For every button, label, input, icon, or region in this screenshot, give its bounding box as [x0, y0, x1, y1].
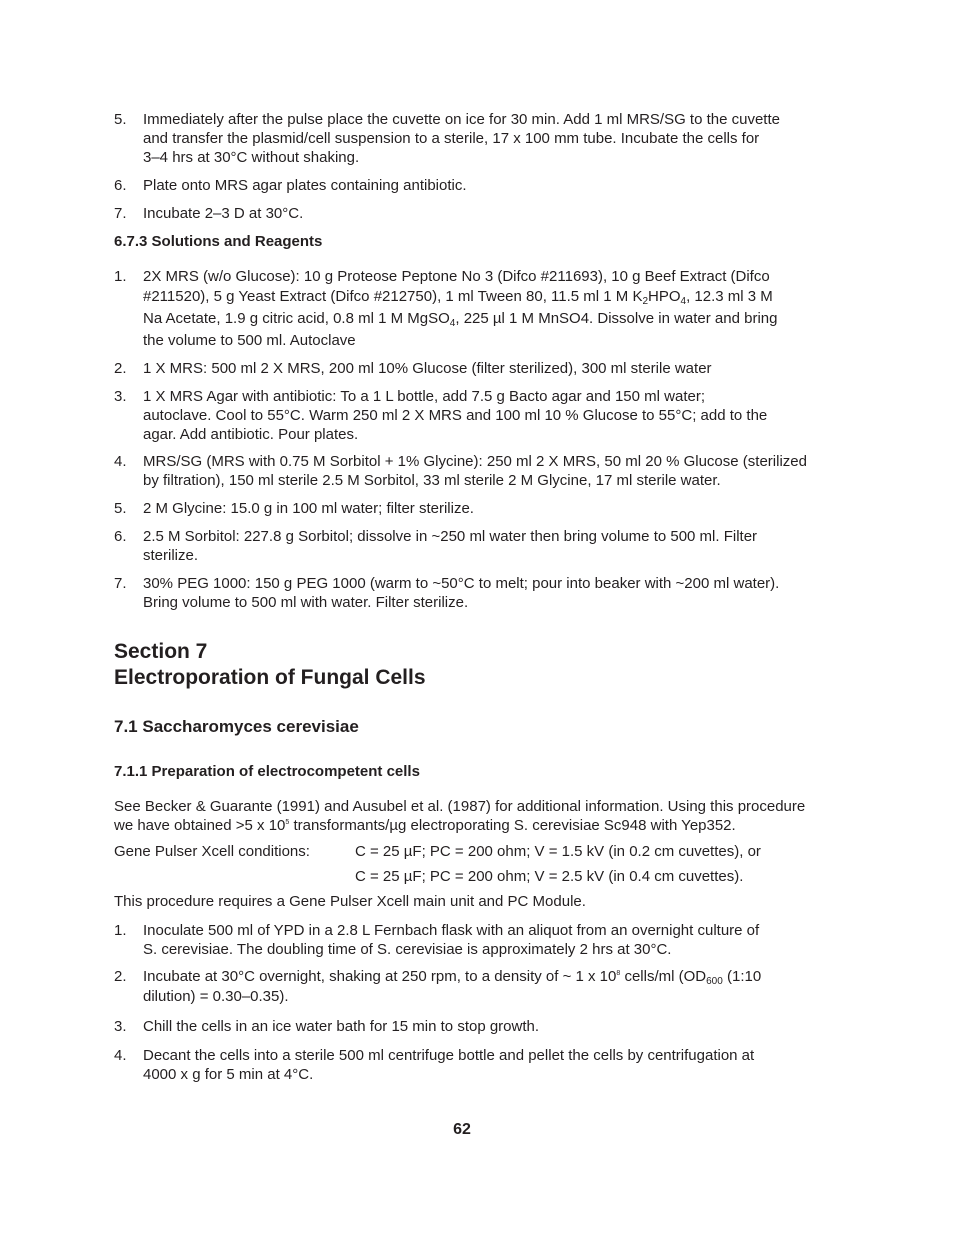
item-text: 4000 x g for 5 min at 4°C.	[143, 1066, 314, 1083]
item-number: 5.	[114, 500, 127, 517]
item-number: 3.	[114, 388, 127, 405]
item-number: 2.	[114, 968, 127, 985]
item-text: and transfer the plasmid/cell suspension to a sterile, 17 x 100 mm tube. Incubate the cells for	[143, 130, 760, 147]
item-text: 2.5 M Sorbitol: 227.8 g Sorbitol; dissolve in ~250 ml water then bring volume to 500 ml. Filter	[143, 528, 758, 545]
item-text: MRS/SG (MRS with 0.75 M Sorbitol + 1% Glycine): 250 ml 2 X MRS, 50 ml 20 % Glucose (sterilized	[143, 453, 807, 470]
section-title: Electroporation of Fungal Cells	[114, 666, 426, 689]
item-text: by filtration), 150 ml sterile 2.5 M Sorbitol, 33 ml sterile 2 M Glycine, 17 ml sterile water.	[143, 472, 721, 489]
item-text: Na Acetate, 1.9 g citric acid, 0.8 ml 1 M MgSO$_4$, 225 µl 1 M MnSO4. Dissolve in water and bring	[143, 310, 778, 329]
item-text: Bring volume to 500 ml with water. Filter sterilize.	[143, 594, 469, 611]
item-number: 2.	[114, 360, 127, 377]
intro-text: See Becker & Guarante (1991) and Ausubel et al. (1987) for additional information. Using this procedure	[114, 798, 806, 815]
item-number: 1.	[114, 268, 127, 285]
item-text: Plate onto MRS agar plates containing antibiotic.	[143, 177, 467, 194]
item-text: the volume to 500 ml. Autoclave	[143, 332, 356, 349]
section-heading: 7.1 Saccharomyces cerevisiae	[114, 717, 359, 736]
item-text: dilution) = 0.30–0.35).	[143, 988, 289, 1005]
item-text: 3–4 hrs at 30°C without shaking.	[143, 149, 360, 166]
item-text: Chill the cells in an ice water bath for 15 min to stop growth.	[143, 1018, 540, 1035]
subsection-heading: 6.7.3 Solutions and Reagents	[114, 233, 323, 250]
conditions-label: Gene Pulser Xcell conditions:	[114, 843, 310, 860]
item-number: 3.	[114, 1018, 127, 1035]
item-number: 7.	[114, 575, 127, 592]
item-text: S. cerevisiae. The doubling time of S. cerevisiae is approximately 2 hrs at 30°C.	[143, 941, 672, 958]
item-number: 6.	[114, 177, 127, 194]
item-text: 2X MRS (w/o Glucose): 10 g Proteose Peptone No 3 (Difco #211693), 10 g Beef Extract (Difco	[143, 268, 770, 285]
condition-value: C = 25 µF; PC = 200 ohm; V = 2.5 kV (in 0.4 cm cuvettes).	[355, 868, 744, 885]
item-text: 2 M Glycine: 15.0 g in 100 ml water; filter sterilize.	[143, 500, 474, 517]
page-number: 62	[453, 1121, 471, 1138]
item-text: 30% PEG 1000: 150 g PEG 1000 (warm to ~50°C to melt; pour into beaker with ~200 ml water).	[143, 575, 780, 592]
item-number: 1.	[114, 922, 127, 939]
item-text: Immediately after the pulse place the cuvette on ice for 30 min. Add 1 ml MRS/SG to the cuvette	[143, 111, 780, 128]
item-text: #211520), 5 g Yeast Extract (Difco #212750), 1 ml Tween 80, 11.5 ml 1 M $K_2HPO_4$, 12.3 ml 3 M	[143, 288, 773, 307]
intro-text: we have obtained >5 x $10^5$ transformants/µg electroporating S. cerevisiae Sc948 with Yep352.	[114, 817, 736, 834]
item-text: 1 X MRS: 500 ml 2 X MRS, 200 ml 10% Glucose (filter sterilized), 300 ml sterile water	[143, 360, 712, 377]
item-text: Incubate at 30°C overnight, shaking at 250 rpm, to a density of ~ 1 x $10^8$ cells/ml ($OD_{600}$ (1:10	[143, 968, 762, 987]
item-number: 7.	[114, 205, 127, 222]
item-number: 4.	[114, 453, 127, 470]
item-text: Inoculate 500 ml of YPD in a 2.8 L Fernbach flask with an aliquot from an overnight culture of	[143, 922, 760, 939]
item-text: 1 X MRS Agar with antibiotic: To a 1 L bottle, add 7.5 g Bacto agar and 150 ml water;	[143, 388, 705, 405]
item-text: Decant the cells into a sterile 500 ml centrifuge bottle and pellet the cells by centrifugation at	[143, 1047, 755, 1064]
item-text: agar. Add antibiotic. Pour plates.	[143, 426, 359, 443]
subsection-heading: 7.1.1 Preparation of electrocompetent cells	[114, 763, 420, 780]
item-text: Incubate 2–3 D at 30°C.	[143, 205, 304, 222]
condition-value: C = 25 µF; PC = 200 ohm; V = 1.5 kV (in 0.2 cm cuvettes), or	[355, 843, 761, 860]
item-number: 6.	[114, 528, 127, 545]
item-text: sterilize.	[143, 547, 199, 564]
section-title: Section 7	[114, 640, 208, 663]
item-number: 5.	[114, 111, 127, 128]
item-text: autoclave. Cool to 55°C. Warm 250 ml 2 X MRS and 100 ml 10 % Glucose to 55°C; add to the	[143, 407, 768, 424]
item-number: 4.	[114, 1047, 127, 1064]
requirements-text: This procedure requires a Gene Pulser Xcell main unit and PC Module.	[114, 893, 586, 910]
